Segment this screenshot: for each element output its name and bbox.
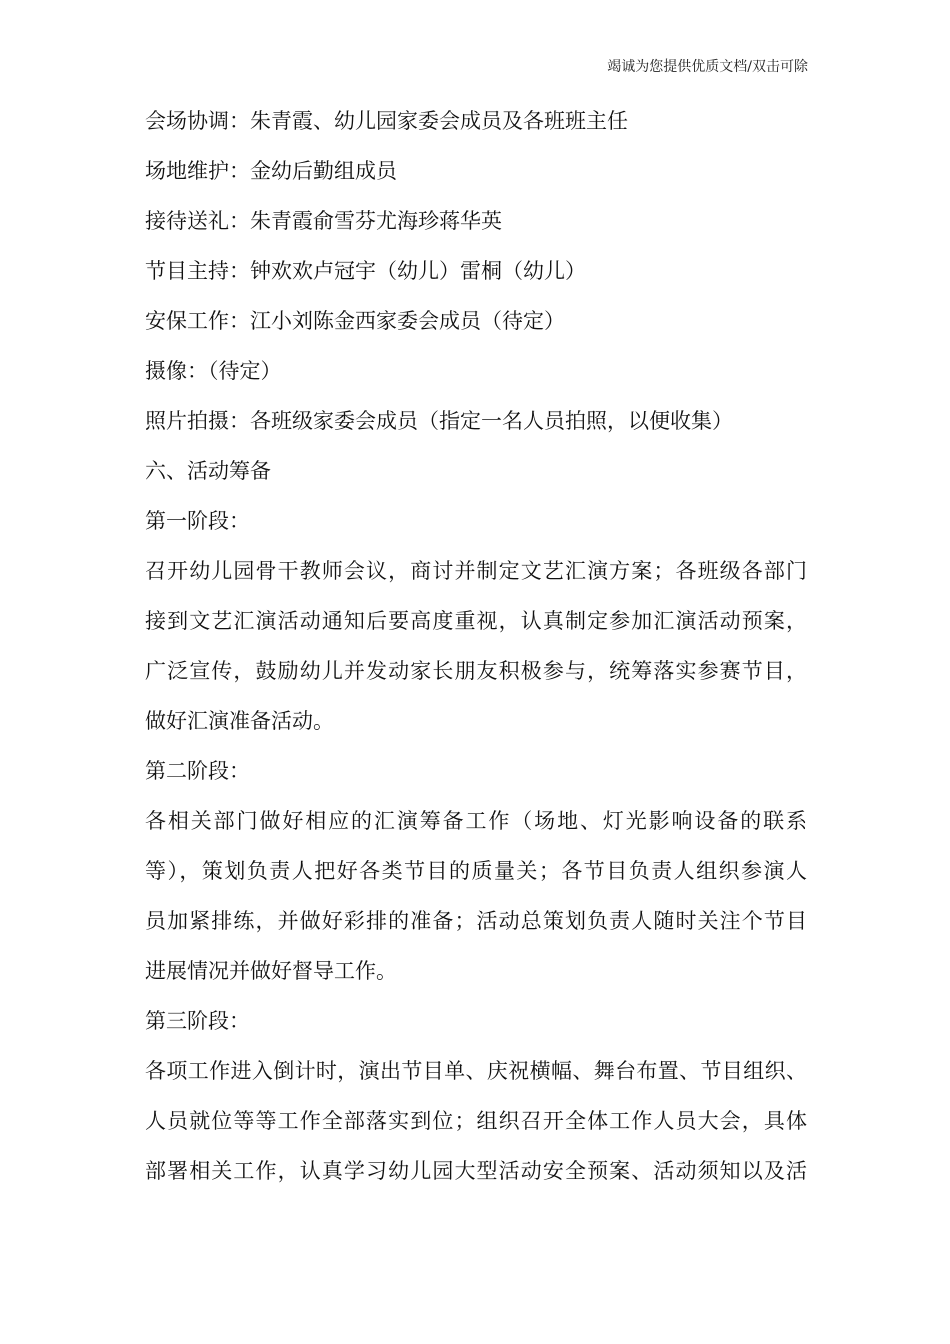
stage2-paragraph [145, 796, 807, 996]
paragraph-line: 各相关部门做好相应的汇演筹备工作（场地、灯光影响设备的联系 [145, 809, 807, 833]
section-heading-preparation: 六、活动筹备 [145, 459, 271, 483]
text-line-security: 安保工作：江小刘陈金西家委会成员（待定） [145, 309, 565, 333]
paragraph-line: 召开幼儿园骨干教师会议，商讨并制定文艺汇演方案；各班级各部门 [145, 559, 807, 583]
paragraph-line: 各项工作进入倒计时，演出节目单、庆祝横幅、舞台布置、节目组织、 [145, 1059, 807, 1083]
text-line-video: 摄像：（待定） [145, 359, 282, 383]
text-line-photography: 照片拍摄：各班级家委会成员（指定一名人员拍照，以便收集） [145, 409, 733, 433]
stage-heading-1: 第一阶段： [145, 509, 250, 533]
paragraph-line: 广泛宣传，鼓励幼儿并发动家长朋友积极参与，统筹落实参赛节目， [145, 659, 807, 683]
text-line-hosts: 节目主持：钟欢欢卢冠宇（幼儿）雷桐（幼儿） [145, 259, 586, 283]
paragraph-line: 接到文艺汇演活动通知后要高度重视，认真制定参加汇演活动预案， [145, 609, 807, 633]
stage-heading-3: 第三阶段： [145, 1009, 250, 1033]
paragraph-line: 员加紧排练，并做好彩排的准备；活动总策划负责人随时关注个节目 [145, 909, 807, 933]
text-line-reception: 接待送礼：朱青霞俞雪芬尤海珍蒋华英 [145, 209, 502, 233]
stage1-paragraph [145, 546, 807, 746]
document-body [145, 96, 807, 1196]
paragraph-line: 部署相关工作，认真学习幼儿园大型活动安全预案、活动须知以及活 [145, 1159, 807, 1183]
paragraph-line: 进展情况并做好督导工作。 [145, 959, 397, 983]
header-note: 竭诚为您提供优质文档/双击可除 [607, 59, 808, 75]
stage3-paragraph [145, 1046, 807, 1196]
text-line-site-maintenance: 场地维护：金幼后勤组成员 [145, 159, 397, 183]
text-line-venue-coordination: 会场协调：朱青霞、幼儿园家委会成员及各班班主任 [145, 109, 628, 133]
stage-heading-2: 第二阶段： [145, 759, 250, 783]
paragraph-line: 人员就位等等工作全部落实到位；组织召开全体工作人员大会，具体 [145, 1109, 807, 1133]
paragraph-line: 等），策划负责人把好各类节目的质量关；各节目负责人组织参演人 [145, 859, 807, 883]
paragraph-line: 做好汇演准备活动。 [145, 709, 334, 733]
